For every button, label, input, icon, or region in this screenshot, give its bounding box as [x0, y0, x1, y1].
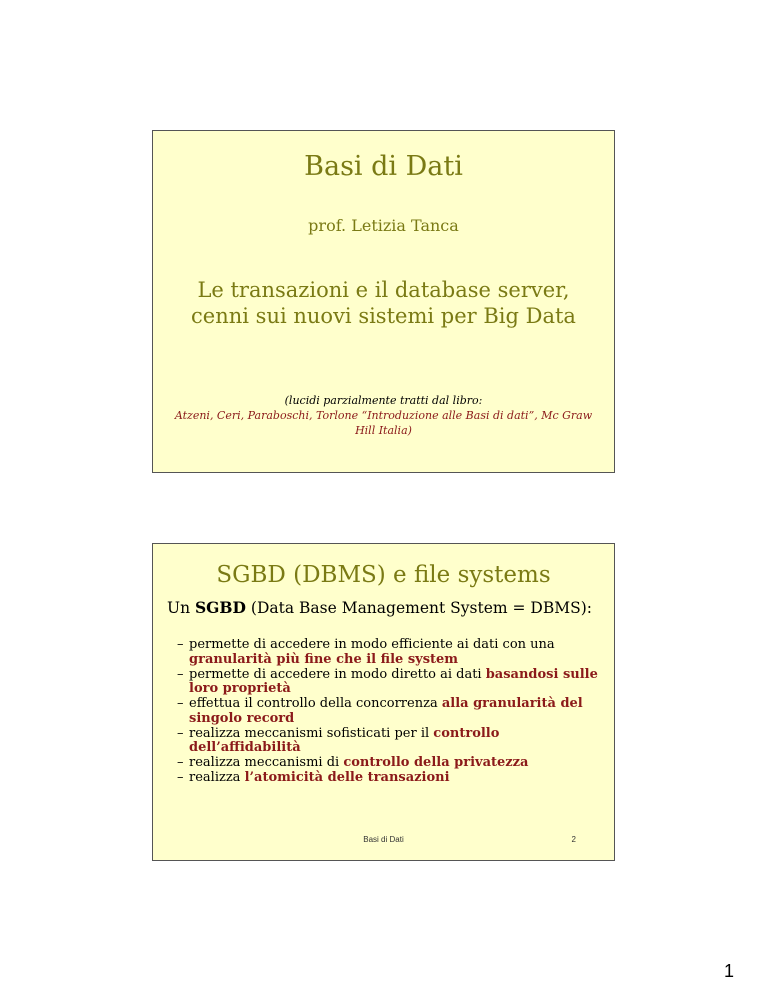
slide-1	[152, 130, 615, 473]
source-note-line-1: (lucidi parzialmente tratti dal libro:	[284, 394, 483, 407]
list-item: – effettua il controllo della concorrenza alla granularità del singolo record	[177, 696, 583, 726]
slide-title: Basi di Dati	[304, 151, 463, 182]
list-item: – permette di accedere in modo diretto ai dati basandosi sulle loro proprietà	[177, 666, 598, 696]
intro-prefix: Un	[167, 599, 195, 617]
slide-footer-label: Basi di Dati	[363, 835, 404, 844]
professor-name: prof. Letizia Tanca	[308, 216, 459, 235]
source-note-line-2: Atzeni, Ceri, Paraboschi, Torlone “Introduzione alle Basi di dati”, Mc Graw Hill Italia)	[174, 409, 593, 437]
slide-intro	[167, 600, 604, 616]
list-item: – realizza l’atomicità delle transazioni	[177, 770, 450, 785]
slide-title: SGBD (DBMS) e file systems	[216, 562, 551, 588]
page-number: 1	[723, 961, 734, 981]
slide-subtitle: Le transazioni e il database server, cenni sui nuovi sistemi per Big Data	[191, 278, 576, 328]
source-note	[167, 393, 600, 438]
list-item: – permette di accedere in modo efficiente ai dati con una granularità più fine che il file system	[177, 637, 555, 667]
intro-suffix: (Data Base Management System = DBMS):	[245, 599, 592, 617]
list-item: – realizza meccanismi di controllo della privatezza	[177, 755, 529, 770]
list-item: – realizza meccanismi sofisticati per il controllo dell’affidabilità	[177, 725, 500, 755]
slide-footer-number: 2	[571, 835, 576, 844]
feature-list	[177, 638, 606, 786]
intro-bold-term: SGBD	[194, 598, 246, 617]
slide-2	[152, 543, 615, 861]
